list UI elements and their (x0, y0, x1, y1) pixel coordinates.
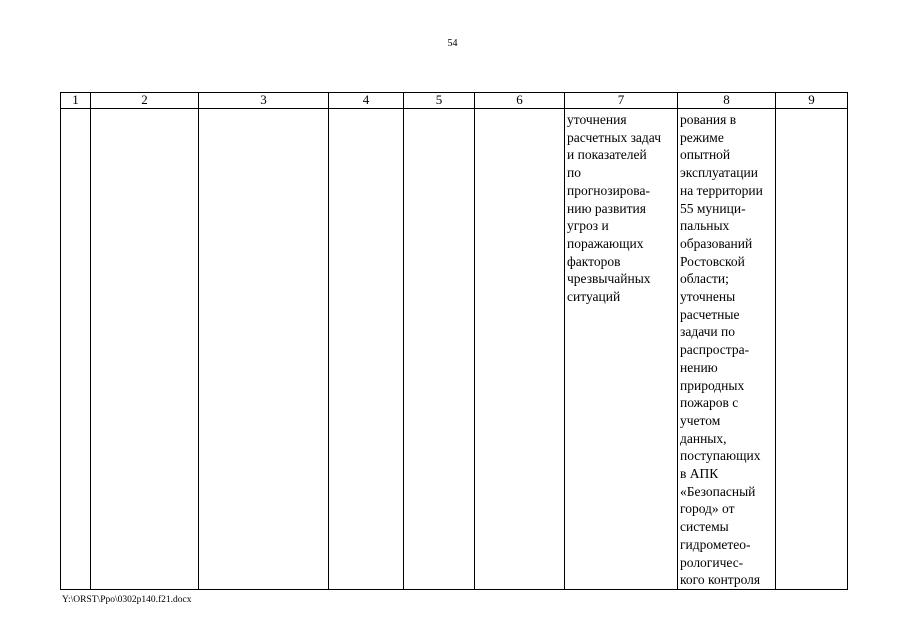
text-line: поступающих (680, 448, 761, 464)
text-line: угроз и (567, 218, 609, 234)
header-row (61, 93, 848, 109)
text-line: рования в (680, 112, 737, 127)
text-line: кого контроля (680, 572, 761, 588)
cell-col-2 (91, 109, 199, 590)
text-line: области; (680, 271, 729, 287)
column-header-7: 7 (565, 93, 678, 109)
text-line: и показателей (567, 147, 647, 163)
page-number: 54 (447, 38, 458, 49)
table-row (61, 109, 848, 590)
text-line: факторов (567, 253, 621, 269)
text-line: нению (680, 359, 718, 375)
text-line: системы (680, 519, 729, 535)
footer-file-path: Y:\ORST\Ppo\0302p140.f21.docx (62, 595, 192, 605)
text-line: чрезвычайных (567, 271, 651, 287)
text-line: эксплуатации (680, 165, 758, 181)
text-line: учетом (680, 412, 721, 428)
text-line: рологичес- (680, 554, 744, 570)
text-line: гидрометео- (680, 536, 751, 552)
cell-col-8 (678, 109, 776, 590)
cell-col-8-text (678, 109, 775, 589)
column-header-3: 3 (199, 93, 329, 109)
cell-col-9 (776, 109, 848, 590)
text-line: «Безопасный (680, 483, 756, 499)
cell-col-7-text (565, 109, 677, 306)
text-line: расчетные (680, 306, 740, 322)
text-line: по (567, 165, 581, 181)
text-line: 55 муници- (680, 200, 746, 216)
text-line: данных, (680, 430, 727, 446)
cell-col-1 (61, 109, 91, 590)
text-line: пальных (680, 218, 730, 234)
column-header-4: 4 (329, 93, 404, 109)
text-line: уточнены (680, 289, 736, 305)
column-header-1: 1 (61, 93, 91, 109)
cell-col-5 (404, 109, 475, 590)
text-line: Ростовской (680, 253, 745, 269)
continuation-table (60, 92, 848, 590)
text-line: город» от (680, 501, 735, 517)
column-header-5: 5 (404, 93, 475, 109)
column-header-6: 6 (475, 93, 565, 109)
column-header-2: 2 (91, 93, 199, 109)
cell-col-7 (565, 109, 678, 590)
text-line: опытной (680, 147, 731, 163)
column-header-9: 9 (776, 93, 848, 109)
text-line: поражающих (567, 235, 644, 251)
text-line: задачи по (680, 324, 736, 340)
text-line: прогнозирова- (567, 182, 650, 198)
cell-col-6 (475, 109, 565, 590)
text-line: ситуаций (567, 289, 621, 305)
cell-col-4 (329, 109, 404, 590)
text-line: режиме (680, 129, 724, 145)
text-line: природных (680, 377, 745, 393)
text-line: на территории (680, 182, 763, 198)
column-header-8: 8 (678, 93, 776, 109)
text-line: расчетных задач (567, 129, 661, 145)
text-line: образований (680, 235, 753, 251)
text-line: нию развития (567, 200, 646, 216)
text-line: уточнения (567, 112, 627, 127)
text-line: распростра- (680, 342, 750, 358)
cell-col-3 (199, 109, 329, 590)
text-line: в АПК (680, 466, 719, 482)
text-line: пожаров с (680, 395, 739, 411)
